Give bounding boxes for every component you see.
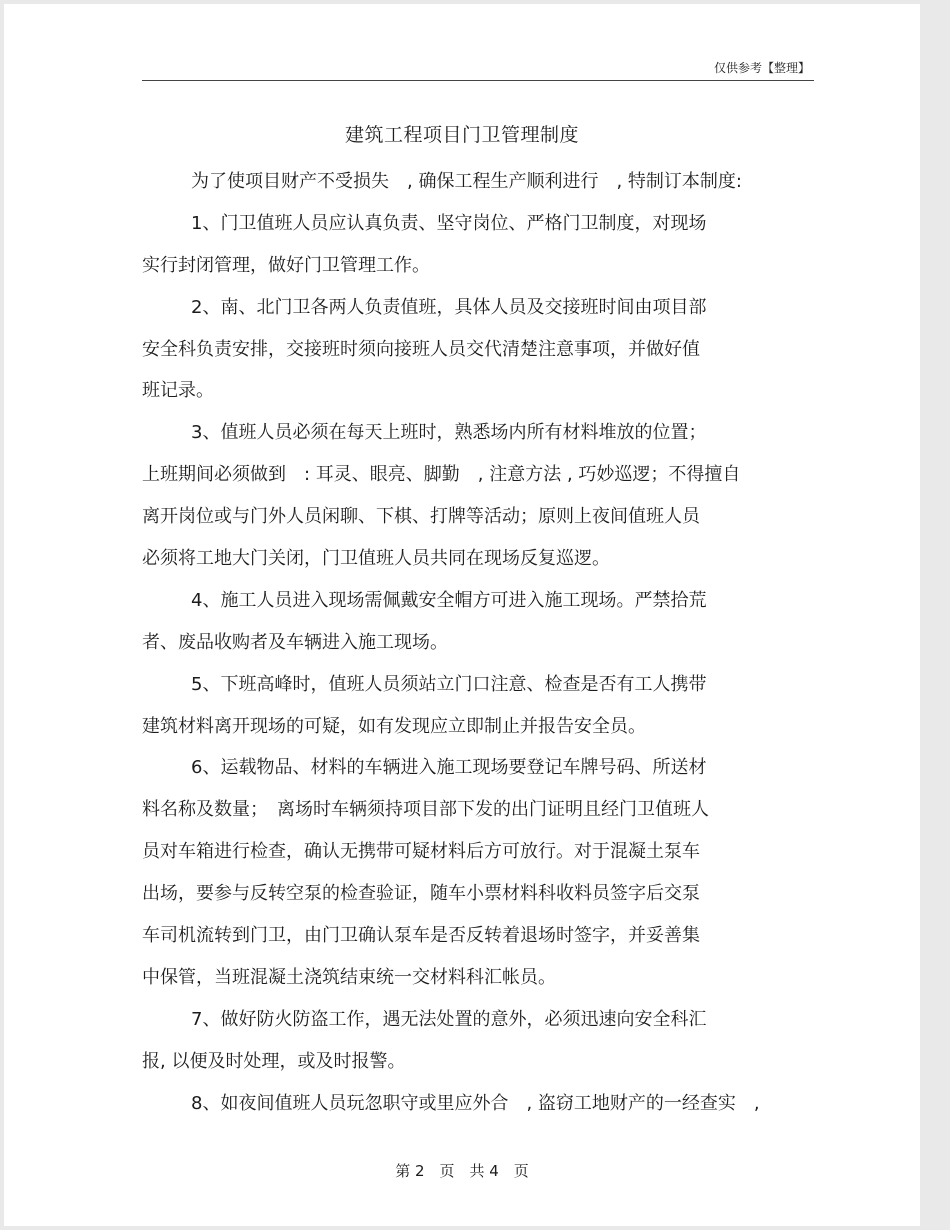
paragraph-line: 安全科负责安排，交接班时须向接班人员交代清楚注意事项，并做好值 [142,338,700,360]
paragraph-line: 班记录。 [142,380,214,402]
paragraph [142,664,826,748]
header-note: 仅供参考【整理】 [713,61,810,75]
paragraph [142,203,826,287]
paragraph [142,1083,826,1125]
paragraph-line: 料名称及数量； 离场时车辆须持项目部下发的出门证明且经门卫值班人 [142,799,709,821]
paragraph [142,580,826,664]
paragraph-line: 5、下班高峰时，值班人员须站立门口注意、检查是否有工人携带 [191,673,707,695]
paragraph-line: 中保管，当班混凝土浇筑结束统一交材料科汇帐员。 [142,966,556,988]
paragraph-line: 3、值班人员必须在每天上班时，熟悉场内所有材料堆放的位置； [191,422,707,444]
paragraph [142,287,826,413]
paragraph-line: 员对车箱进行检查，确认无携带可疑材料后方可放行。对于混凝土泵车 [142,841,700,863]
paragraph-line: 1、门卫值班人员应认真负责、坚守岗位、严格门卫制度，对现场 [191,212,707,234]
paragraph-line: 6、运载物品、材料的车辆进入施工现场要登记车牌号码、所送材 [191,757,707,779]
paragraph-line: 必须将工地大门关闭，门卫值班人员共同在现场反复巡逻。 [142,548,610,570]
paragraph-line: 出场，要参与反转空泵的检查验证，随车小票材料科收料员签字后交泵 [142,883,700,905]
paragraph-line: 报, 以便及时处理，或及时报警。 [142,1050,406,1072]
document-page [4,4,920,1226]
paragraph-line: 2、南、北门卫各两人负责值班，具体人员及交接班时间由项目部 [191,296,707,318]
paragraph [142,161,826,203]
paragraph-line: 为了使项目财产不受损失 , 确保工程生产顺利进行 , 特制订本制度: [191,171,742,192]
paragraph [142,412,826,580]
paragraph-line: 7、做好防火防盗工作，遇无法处置的意外，必须迅速向安全科汇 [191,1008,707,1030]
paragraph-line: 车司机流转到门卫，由门卫确认泵车是否反转着退场时签字，并妥善集 [142,925,700,947]
paragraph-line: 建筑材料离开现场的可疑，如有发现应立即制止并报告安全员。 [142,715,646,737]
document-body [142,161,826,1124]
paragraph-line: 上班期间必须做到 : 耳灵、眼亮、脚勤 , 注意方法 , 巧妙巡逻；不得擅自 [142,464,741,486]
paragraph-line: 4、施工人员进入现场需佩戴安全帽方可进入施工现场。严禁拾荒 [191,589,707,611]
document-title: 建筑工程项目门卫管理制度 [344,124,579,146]
paragraph [142,747,826,998]
paragraph-line: 8、如夜间值班人员玩忽职守或里应外合 , 盗窃工地财产的一经查实 , [191,1092,760,1114]
paragraph-line: 实行封闭管理，做好门卫管理工作。 [142,254,430,276]
paragraph [142,999,826,1083]
paragraph-line: 离开岗位或与门外人员闲聊、下棋、打牌等活动；原则上夜间值班人员 [142,506,700,528]
header-rule [142,80,814,81]
page-footer: 第 2 页 共 4 页 [395,1162,529,1180]
paragraph-line: 者、废品收购者及车辆进入施工现场。 [142,631,448,653]
